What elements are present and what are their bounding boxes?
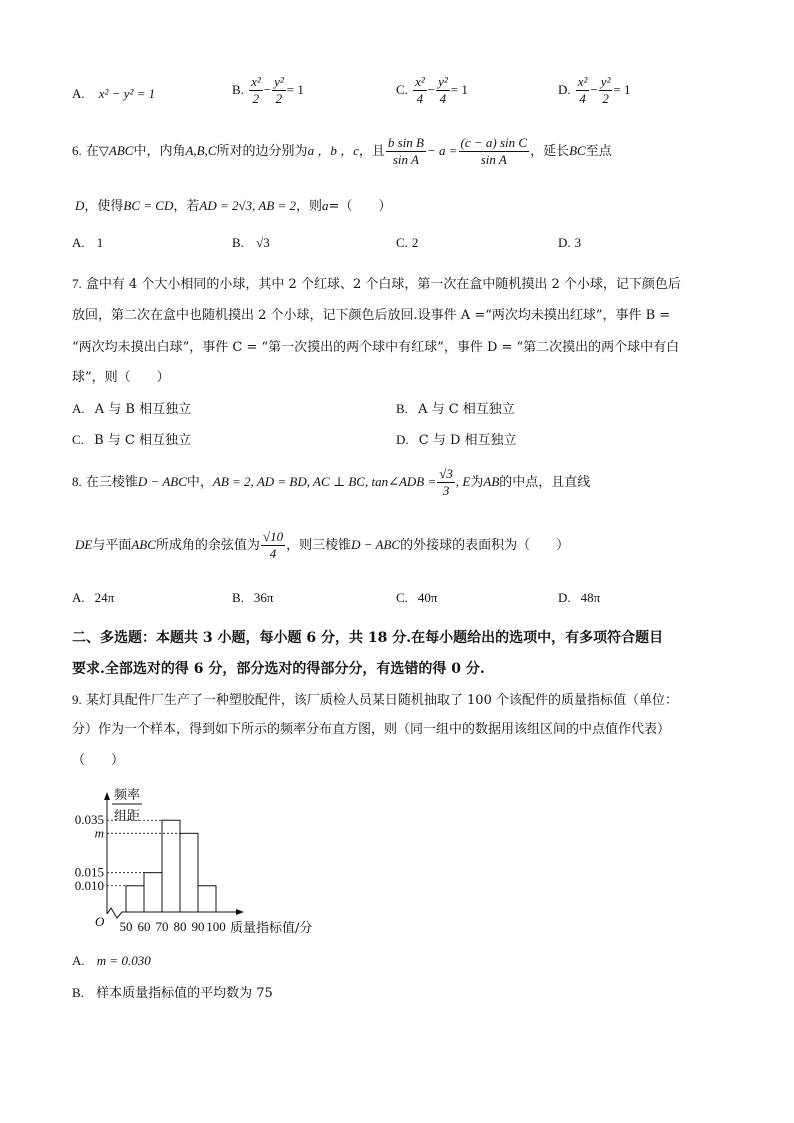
histogram-bar-60-70 [144,873,162,912]
math: BC [569,143,586,158]
x-tick-label: 100 [206,919,226,934]
option-text: A 与 B 相互独立 [94,402,192,417]
option-label: D. [558,82,571,97]
option-value: 2 [411,235,419,250]
math: D − ABC [137,474,187,489]
option-value: 24π [94,590,115,605]
math: a [322,198,329,213]
option-value: √3 [256,235,270,250]
option-value: 36π [253,590,274,605]
question-number: 6. [72,143,82,158]
frac-num: x² [577,74,588,89]
text: 为 [470,475,484,490]
x-axis-arrow [236,909,244,915]
math: , E [455,474,471,489]
frac-den: 4 [579,91,586,106]
text: 的外接球的表面积为（ ） [400,538,570,553]
math: ▽ABC [98,143,134,158]
q9-stem-line1 [72,690,678,711]
text: 与平面 [92,538,132,553]
text: （ ） [72,753,125,768]
y-tick-label: m [94,825,104,841]
q6-option-d [558,233,581,254]
q8-stem-line1 [72,466,590,499]
section2-heading-line1: 二、多选题：本题共 3 小题，每小题 6 分，共 18 分.在每小题给出的选项中，有多项符合题目 [72,630,664,646]
q9-option-a [72,951,151,972]
histogram-bar-50-60 [126,886,144,912]
option-label: D. [396,432,409,447]
frac-num: √3 [439,466,453,481]
q9-stem-line2 [72,720,670,740]
option-label: B. [232,82,244,97]
frac-num: (c − a) sin C [460,135,528,150]
frac-num: x² [415,74,425,89]
frac-num: y² [438,74,448,89]
question-number: 8. [72,474,82,489]
frac-den: 4 [416,91,424,106]
option-value: 1 [96,235,104,250]
question-number: 9. [72,692,82,707]
q8-stem-line2 [75,529,569,562]
option-text: m = 0.030 [96,953,151,968]
option-label: A. [72,235,85,250]
histogram-bar-90-100 [198,886,216,912]
option-label: D. [558,590,571,605]
q5-option-a [72,84,155,105]
ylabel-top: 频率 [113,787,141,802]
question-number: 7. [72,276,82,291]
text: 放回，第二次在盒中也随机摸出 2 个小球，记下颜色后放回.设事件 A =“两次均未摸出红球”，事件 B = [72,308,671,323]
frac-den: 2 [602,91,609,106]
q8-option-c [396,588,438,609]
frequency-histogram [70,782,340,942]
q5-option-b: B. $\frac{\text{x²}}{2}$ − $\frac{\text{y²}}{2}$ = 1 [232,74,304,106]
option-text: B 与 C 相互独立 [94,433,191,448]
y-tick-label: 0.035 [74,812,104,828]
text: 盒中有 4 个大小相同的小球，其中 2 个红球、2 个白球，第一次在盒中随机摸出 2 个小球，记下颜色后 [85,277,681,292]
math: a ，b ，c [307,143,359,158]
x-tick-label: 80 [173,919,187,934]
origin-label: O [95,914,105,929]
frac-den: 4 [439,91,447,106]
frac-den: sin A [480,152,507,167]
math: D [75,198,85,213]
math: DE [75,537,93,552]
math: BC = CD [123,198,174,213]
math: − a = [426,143,458,158]
q6-stem-line1 [72,135,612,168]
text: 的中点，且直线 [499,475,591,490]
math: AB = 2, AD = BD, AC ⊥ BC, tan∠ADB = [212,474,437,489]
option-label: A. [72,86,85,101]
section2-heading-line2: 要求.全部选对的得 6 分，部分选对的得部分分，有选错的得 0 分. [72,661,485,677]
q6-option-c [396,233,418,254]
q6-option-b [232,233,270,254]
x-axis-label: 质量指标值/分 [230,921,313,936]
text: 所成角的余弦值为 [155,538,260,553]
frac-den: 2 [252,91,260,106]
q7-option-a [72,399,191,420]
text: ，若 [173,199,200,214]
q9-stem-line3 [72,751,124,771]
ylabel-bottom: 组距 [113,808,141,823]
text: 分）作为一个样本，得到如下所示的频率分布直方图，则（同一组中的数据用该组区间的中点值作代表） [72,722,671,737]
option-value: 40π [417,590,438,605]
q5-option-c: C. $\frac{\text{x²}}{4}$ − $\frac{\text{y²}}{4}$ = 1 [396,74,468,106]
text: ，则 [296,199,323,214]
frac-num: b sin B [387,135,424,150]
q7-stem-line4 [72,368,170,388]
text: ，则三棱锥 [286,538,352,553]
text: 在 [85,144,99,159]
q7-stem-line1 [72,274,681,295]
option-label: A. [72,590,85,605]
axis-break [107,908,126,918]
math: AD = 2√3, AB = 2 [199,198,297,213]
q8-option-b [232,588,274,609]
q8-option-d [558,588,600,609]
q7-option-b [396,399,515,420]
y-tick-label: 0.010 [74,877,104,893]
text: 所对的边分别为 [216,144,308,159]
text: ，使得 [84,199,124,214]
q5-option-d: D. $\frac{\text{x²}}{4}$ − $\frac{\text{y²}}{2}$ = 1 [558,74,631,106]
histogram-bar-80-90 [180,833,198,912]
option-label: A. [72,401,85,416]
text: ，且 [358,144,385,159]
option-label: B. [72,985,84,1000]
frac-num: y² [274,74,284,89]
x-tick-label: 90 [191,919,205,934]
text: ，延长 [530,144,570,159]
rhs: = 1 [286,82,304,97]
option-label: B. [232,590,244,605]
frac-num: √10 [262,529,284,544]
text: 某灯具配件厂生产了一种塑胶配件，该厂质检人员某日随机抽取了 100 个该配件的质量指标值（单位： [85,693,678,708]
text: =（ ） [328,199,392,214]
x-tick-label: 60 [137,919,151,934]
text: “两次均未摸出白球”，事件 C = “第一次摸出的两个球中有红球”，事件 D = “第二次摸出的两个球中有白 [72,340,680,355]
math: D − ABC [351,537,401,552]
option-label: B. [396,401,408,416]
text: 球”，则（ ） [72,370,170,385]
option-text: A 与 C 相互独立 [418,402,515,417]
option-label: D. [558,235,571,250]
option-label: B. [232,235,244,250]
q7-stem-line2 [72,306,670,326]
q9-option-b [72,983,273,1004]
option-label: A. [72,953,85,968]
x-tick-label: 70 [155,919,169,934]
text: 在三棱锥 [85,475,138,490]
q7-option-c [72,430,191,451]
frac-den: 3 [442,483,450,498]
rhs: = 1 [450,82,468,97]
frac-den: 2 [275,91,283,106]
option-value: 3 [574,235,582,250]
q7-stem-line3 [72,338,679,358]
histogram-bar-70-80 [162,820,180,912]
option-text: 样本质量指标值的平均数为 75 [96,986,273,1001]
option-expr: x² − y² = 1 [98,86,156,101]
frac-num: x² [251,74,261,89]
rhs: = 1 [613,82,631,97]
option-text: C 与 D 相互独立 [418,433,517,448]
frac-den: 4 [269,546,277,561]
frac-num: y² [600,74,611,89]
y-axis-arrow [104,792,110,800]
option-label: C. [396,235,408,250]
text: 中，内角 [133,144,186,159]
x-tick-label: 50 [119,919,133,934]
text: 中， [186,475,213,490]
q6-option-a [72,233,103,254]
math: ABC [131,537,156,552]
option-label: C. [396,82,408,97]
option-label: C. [72,432,84,447]
math: AB [483,474,500,489]
y-tick-label: 0.015 [74,864,104,880]
text: 至点 [585,144,612,159]
math: A,B,C [185,143,217,158]
q8-option-a [72,588,114,609]
q7-option-d [396,430,517,451]
option-label: C. [396,590,408,605]
option-value: 48π [580,590,601,605]
frac-den: sin A [392,152,419,167]
q6-stem-line2 [75,196,391,217]
